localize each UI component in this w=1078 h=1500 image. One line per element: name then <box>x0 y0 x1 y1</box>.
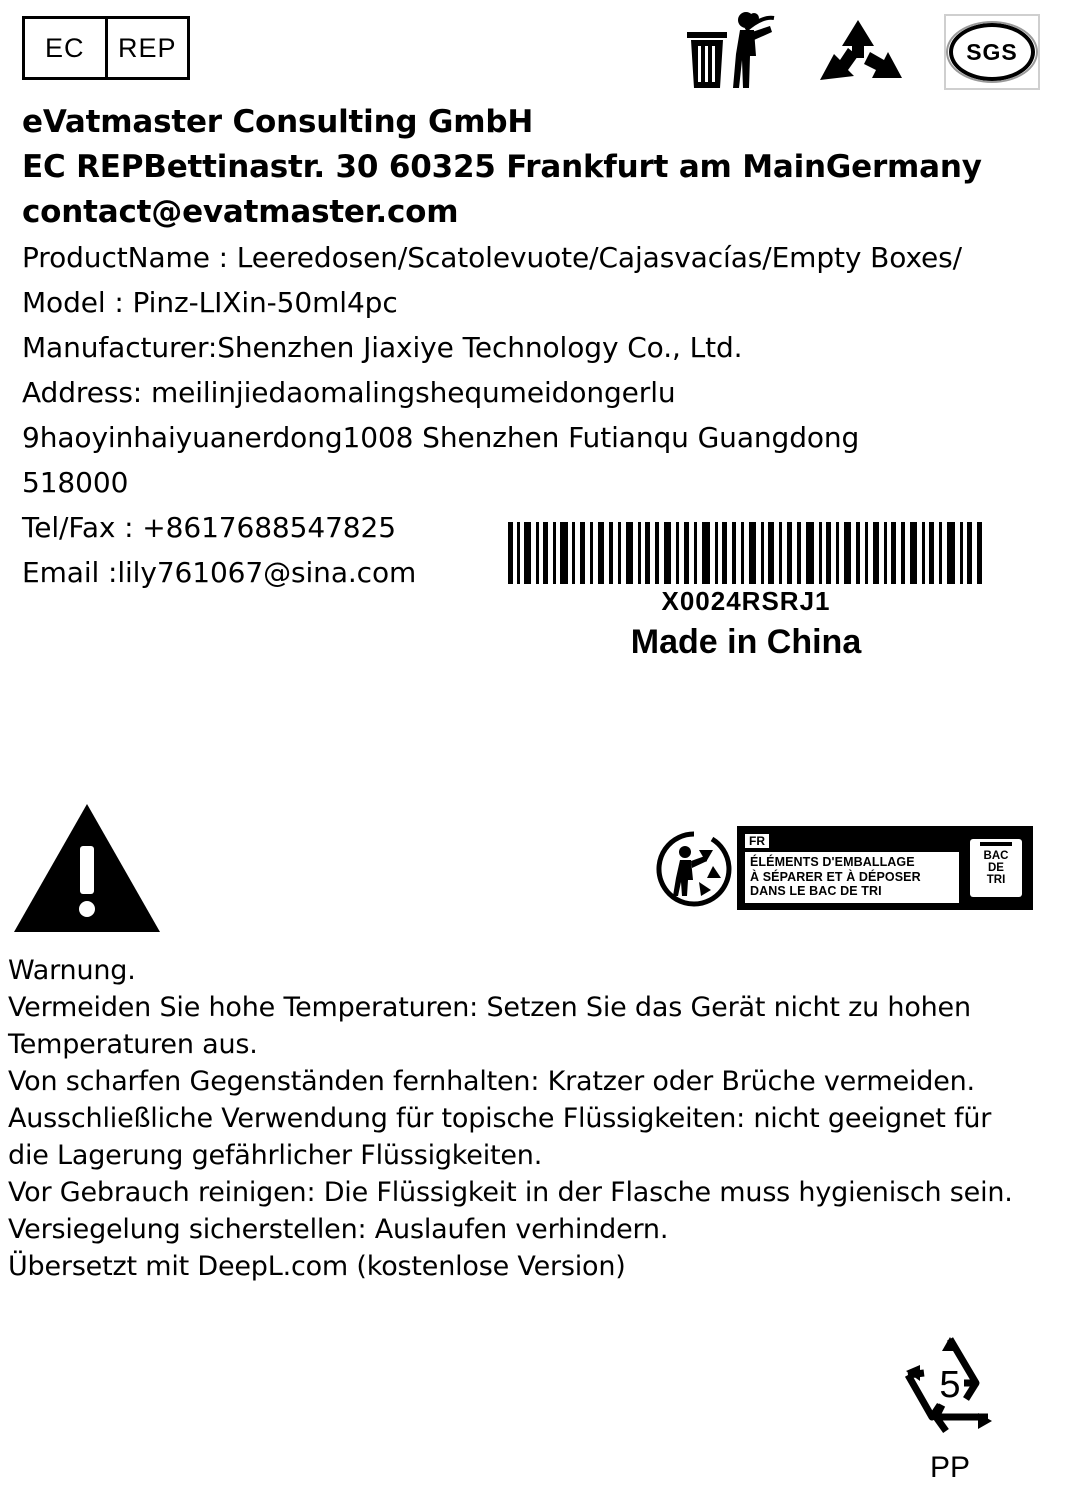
company-info-block <box>22 100 1062 595</box>
triman-instructions <box>745 852 959 903</box>
warning-line: die Lagerung gefährlicher Flüssigkeiten. <box>8 1140 543 1171</box>
resin-number: 5 <box>939 1364 961 1406</box>
manufacturer-address-line-2: 9haoyinhaiyuanerdong1008 Shenzhen Futianqu Guangdong <box>22 421 860 454</box>
triman-bin-label <box>970 839 1022 897</box>
sgs-certification-icon <box>944 14 1040 90</box>
triman-bin-line-3: TRI <box>986 874 1006 886</box>
manufacturer-address-line-1: Address: meilinjiedaomalingshequmeidongerlu <box>22 376 676 409</box>
warning-line: Vermeiden Sie hohe Temperaturen: Setzen Sie das Gerät nicht zu hohen <box>8 992 971 1023</box>
warning-line: Ausschließliche Verwendung für topische Flüssigkeiten: nicht geeignet für <box>8 1103 992 1134</box>
barcode-number: X0024RSRJ1 <box>661 586 831 616</box>
triman-bin-line-1: BAC <box>983 850 1009 862</box>
barcode-area <box>506 522 986 662</box>
sgs-label: SGS <box>949 23 1035 81</box>
ec-rep-badge <box>22 16 190 80</box>
product-model: Model : Pinz-LIXin-50ml4pc <box>22 286 398 319</box>
triman-line-3: DANS LE BAC DE TRI <box>750 884 882 898</box>
company-address: EC REPBettinastr. 30 60325 Frankfurt am MainGermany <box>22 149 982 185</box>
symbol-row <box>22 10 1056 90</box>
warning-triangle-icon <box>12 800 162 936</box>
resin-label: PP <box>929 1451 971 1484</box>
triman-line-1: ÉLÉMENTS D'EMBALLAGE <box>750 855 915 869</box>
ec-rep-left-label: EC <box>25 19 108 77</box>
triman-sorting-block <box>655 820 1033 916</box>
barcode-image <box>506 522 984 584</box>
made-in-text: Made in China <box>630 623 862 661</box>
warning-line: Versiegelung sicherstellen: Auslaufen verhindern. <box>8 1214 669 1245</box>
triman-bin-icon <box>965 826 1033 910</box>
company-email: contact@evatmaster.com <box>22 194 459 230</box>
warning-line: Von scharfen Gegenständen fernhalten: Kratzer oder Brüche vermeiden. <box>8 1066 975 1097</box>
triman-icon <box>655 830 733 908</box>
triman-bin-line-2: DE <box>988 862 1004 874</box>
warning-line: Übersetzt mit DeepL.com (kostenlose Version) <box>8 1251 626 1282</box>
recycle-mobius-icon <box>812 18 908 88</box>
do-not-litter-icon <box>684 10 780 92</box>
warning-line: Temperaturen aus. <box>8 1029 258 1060</box>
manufacturer-email: Email :lily761067@sina.com <box>22 556 417 589</box>
warning-text-block <box>8 952 1070 1285</box>
manufacturer: Manufacturer:Shenzhen Jiaxiye Technology Co., Ltd. <box>22 331 743 364</box>
warning-line: Vor Gebrauch reinigen: Die Flüssigkeit in der Flasche muss hygienisch sein. <box>8 1177 1013 1208</box>
product-name: ProductName : Leeredosen/Scatolevuote/Cajasvacías/Empty Boxes/ <box>22 241 963 274</box>
triman-text-left <box>737 826 965 910</box>
warning-title: Warnung. <box>8 955 136 986</box>
triman-line-2: À SÉPARER ET À DÉPOSER <box>750 869 921 884</box>
triman-lang-tag: FR <box>745 834 769 848</box>
manufacturer-telfax: Tel/Fax : +8617688547825 <box>22 511 396 544</box>
company-name: eVatmaster Consulting GmbH <box>22 104 534 140</box>
triman-text-panel <box>737 826 1033 910</box>
ec-rep-right-label: REP <box>117 32 177 63</box>
manufacturer-address-line-3: 518000 <box>22 466 129 499</box>
pp-resin-code-icon <box>880 1325 1020 1485</box>
